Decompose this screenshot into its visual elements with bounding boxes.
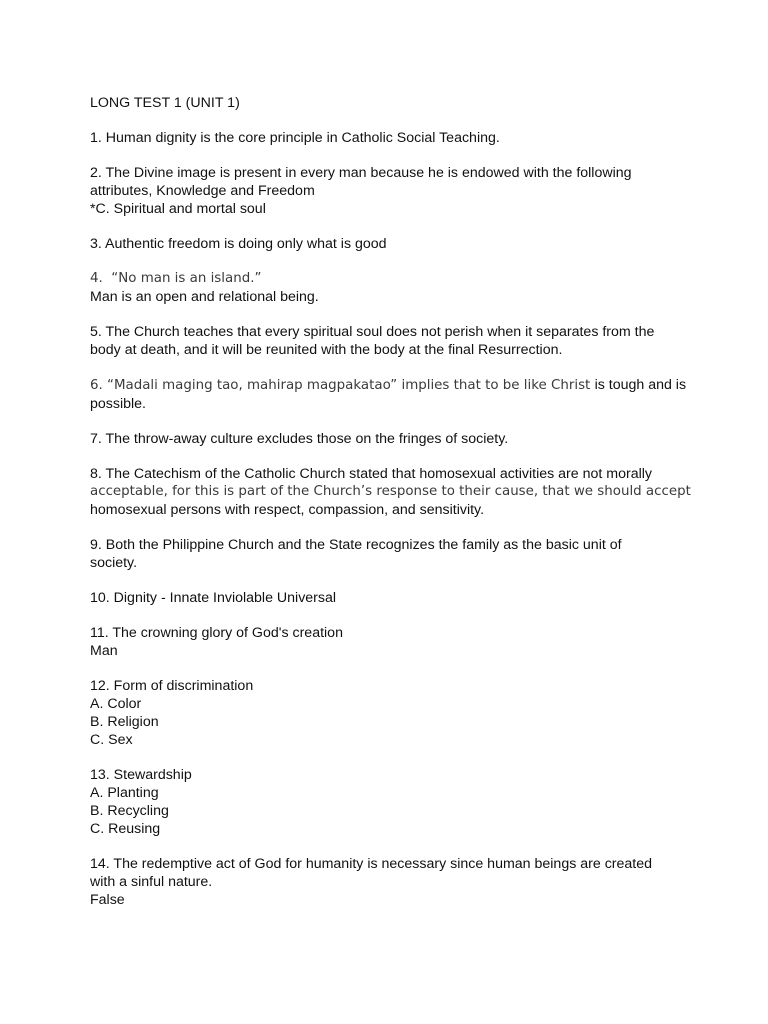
- question-12-option-b: B. Religion: [90, 714, 159, 730]
- question-6-line-1-b: is tough and is: [594, 377, 687, 393]
- question-8: [90, 465, 710, 519]
- question-8-line-1: 8. The Catechism of the Catholic Church stated that homosexual activities are not morally: [90, 466, 652, 482]
- question-7: [90, 430, 710, 448]
- question-7-line-1: 7. The throw-away culture excludes those on the fringes of society.: [90, 431, 509, 447]
- document-body: [90, 94, 710, 909]
- question-1: [90, 129, 710, 147]
- question-14: [90, 855, 710, 909]
- question-4-answer: Man is an open and relational being.: [90, 289, 319, 305]
- question-14-line-2: with a sinful nature.: [90, 874, 213, 890]
- question-4-line-1: 4. “No man is an island.”: [90, 271, 262, 286]
- question-12-option-c: C. Sex: [90, 732, 133, 748]
- question-5-line-2: body at death, and it will be reunited with the body at the final Resurrection.: [90, 342, 563, 358]
- document-title: LONG TEST 1 (UNIT 1): [90, 95, 240, 111]
- question-14-line-1: 14. The redemptive act of God for humanity is necessary since human beings are created: [90, 856, 653, 872]
- question-13-option-c: C. Reusing: [90, 821, 161, 837]
- question-2-line-2: attributes, Knowledge and Freedom: [90, 183, 315, 199]
- question-9-line-1: 9. Both the Philippine Church and the State recognizes the family as the basic unit of: [90, 537, 622, 553]
- question-8-line-3: homosexual persons with respect, compassion, and sensitivity.: [90, 502, 485, 518]
- question-5-line-1: 5. The Church teaches that every spiritual soul does not perish when it separates from the: [90, 324, 655, 340]
- question-13-option-a: A. Planting: [90, 785, 159, 801]
- question-14-answer: False: [90, 892, 125, 908]
- question-1-line-1: 1. Human dignity is the core principle in Catholic Social Teaching.: [90, 130, 500, 146]
- question-6-line-1-a: 6. “Madali maging tao, mahirap magpakatao” implies that to be like Christ: [90, 378, 595, 393]
- question-12: [90, 677, 710, 749]
- question-6-line-2: possible.: [90, 396, 146, 412]
- question-5: [90, 323, 710, 359]
- question-3-line-1: 3. Authentic freedom is doing only what is good: [90, 236, 387, 252]
- question-10-line-1: 10. Dignity - Innate Inviolable Universal: [90, 590, 337, 606]
- question-12-option-a: A. Color: [90, 696, 142, 712]
- question-11: [90, 624, 710, 660]
- question-9: [90, 536, 710, 572]
- question-2-answer: *C. Spiritual and mortal soul: [90, 201, 266, 217]
- question-8-line-2: acceptable, for this is part of the Church’s response to their cause, that we should accept: [90, 484, 691, 499]
- question-13-option-b: B. Recycling: [90, 803, 169, 819]
- question-6: [90, 376, 710, 413]
- question-11-answer: Man: [90, 643, 118, 659]
- question-4: [90, 270, 710, 306]
- question-2-line-1: 2. The Divine image is present in every man because he is endowed with the following: [90, 165, 632, 181]
- question-2: [90, 164, 710, 218]
- question-11-line-1: 11. The crowning glory of God's creation: [90, 625, 343, 641]
- question-3: [90, 235, 710, 253]
- question-13-line-1: 13. Stewardship: [90, 767, 192, 783]
- question-10: [90, 589, 710, 607]
- question-13: [90, 766, 710, 838]
- question-9-line-2: society.: [90, 555, 138, 571]
- question-12-line-1: 12. Form of discrimination: [90, 678, 254, 694]
